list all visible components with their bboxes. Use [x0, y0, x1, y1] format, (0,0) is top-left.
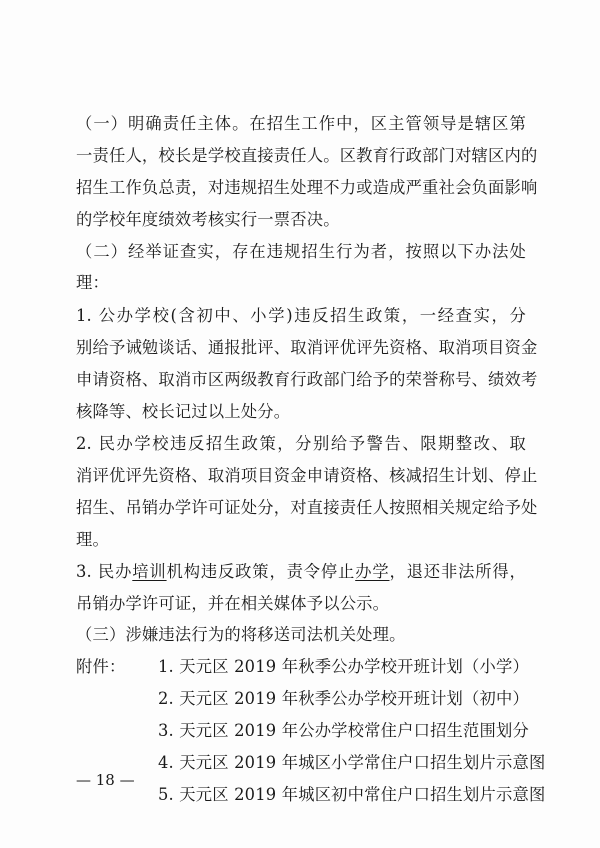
para-2-line-2: 理： [76, 273, 109, 292]
para-3: （三）涉嫌违法行为的将移送司法机关处理。 [76, 625, 406, 644]
item-2-line-2: 消评优评先资格、取消项目资金申请资格、核减招生计划、停止 [76, 466, 538, 485]
para-1-line-1: （一）明确责任主体。在招生工作中，区主管领导是辖区第 [76, 114, 526, 133]
attachment-item-2: 2. 天元区 2019 年秋季公办学校开班计划（初中） [158, 689, 529, 708]
item-2-line-4: 理。 [76, 530, 109, 549]
item-1-line-4: 核降等、校长记过以上处分。 [76, 402, 291, 421]
underlined-word: 培训 [132, 562, 167, 581]
item-3-line-1: 3. 民办培训机构违反政策，责令停止办学，退还非法所得， [76, 562, 527, 581]
para-2-line-1: （二）经举证查实，存在违规招生行为者，按照以下办法处 [76, 242, 526, 261]
item-2-line-3: 招生、吊销办学许可证处分，对直接责任人按照相关规定给予处 [76, 498, 538, 517]
underlined-word: 办学 [355, 562, 390, 581]
para-1-line-3: 招生工作负总责，对违规招生处理不力或造成严重社会负面影响 [76, 178, 538, 197]
para-1-line-4: 的学校年度绩效考核实行一票否决。 [76, 210, 340, 229]
attachment-item-5: 5. 天元区 2019 年城区初中常住户口招生划片示意图 [158, 785, 546, 804]
attachments-label: 附件： [76, 657, 126, 676]
item-1-line-3: 申请资格、取消市区两级教育行政部门给予的荣誉称号、绩效考 [76, 370, 538, 389]
para-1-line-2: 一责任人，校长是学校直接责任人。区教育行政部门对辖区内的 [76, 146, 538, 165]
item-2-line-1: 2. 民办学校违反招生政策，分别给予警告、限期整改、取 [76, 434, 526, 453]
attachment-item-1: 1. 天元区 2019 年秋季公办学校开班计划（小学） [158, 657, 529, 676]
item-1-line-1: 1. 公办学校(含初中、小学)违反招生政策，一经查实，分 [76, 306, 526, 325]
page-number: — 18 — [76, 771, 135, 789]
item-1-line-2: 别给予诫勉谈话、通报批评、取消评优评先资格、取消项目资金 [76, 338, 538, 357]
item-3-line-2: 吊销办学许可证，并在相关媒体予以公示。 [76, 594, 390, 613]
attachment-item-4: 4. 天元区 2019 年城区小学常住户口招生划片示意图 [158, 753, 546, 772]
attachment-item-3: 3. 天元区 2019 年公办学校常住户口招生范围划分 [158, 721, 529, 740]
